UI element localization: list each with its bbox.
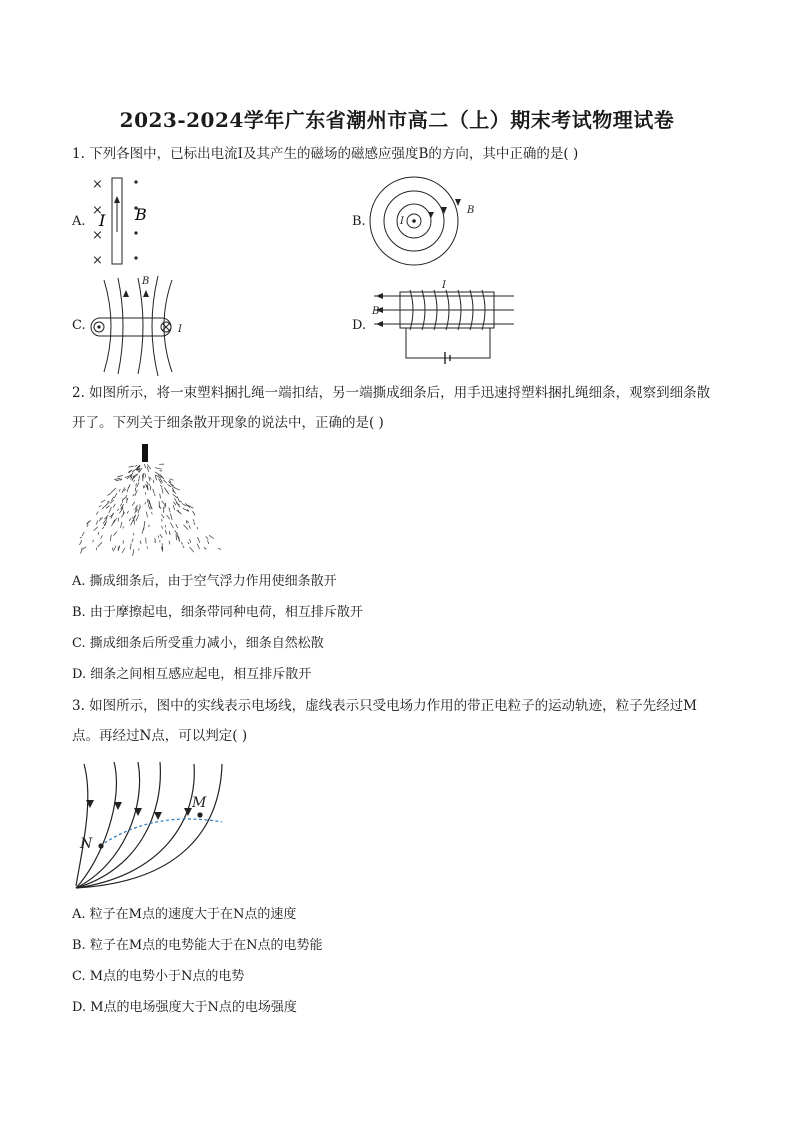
strand <box>138 507 140 513</box>
label-b: B <box>467 205 475 216</box>
strand <box>102 507 104 510</box>
strand <box>123 497 126 499</box>
strand <box>155 468 162 470</box>
strand <box>197 544 200 549</box>
label-i: I <box>178 324 182 335</box>
strand <box>194 522 195 525</box>
strand <box>119 489 120 491</box>
label-m: M <box>192 795 207 811</box>
q2-option-a: A. 撕成细条后，由于空气浮力作用使细条散开 <box>72 574 337 589</box>
q1-figure-b <box>368 176 488 270</box>
strand <box>218 548 221 550</box>
q1-option-a-label: A. <box>72 214 86 229</box>
q2-option-b: B. 由于摩擦起电，细条带同种电荷，相互排斥散开 <box>72 605 363 620</box>
strand <box>152 512 153 515</box>
strand <box>159 479 162 484</box>
strand <box>112 488 116 492</box>
strand <box>198 537 200 543</box>
strand <box>101 517 102 519</box>
strand <box>139 548 140 550</box>
strand <box>155 476 156 481</box>
strand <box>193 519 194 521</box>
dot-mark <box>134 256 137 259</box>
label-i: I <box>400 216 404 227</box>
label-b: B <box>142 276 150 287</box>
strand <box>184 525 189 530</box>
strand <box>107 494 110 496</box>
q3-option-c: C. M点的电势小于N点的电势 <box>72 969 245 984</box>
strand <box>160 534 163 538</box>
strand <box>125 475 131 477</box>
strand <box>190 539 191 543</box>
strand <box>176 524 178 528</box>
strand <box>155 538 156 541</box>
strand <box>133 494 135 496</box>
q1-option-b-label: B. <box>352 214 366 229</box>
arrow-head <box>428 212 434 218</box>
strand <box>136 517 138 521</box>
strand <box>113 504 115 508</box>
strand <box>147 467 149 472</box>
dot-mark <box>134 180 137 183</box>
strand <box>145 464 146 468</box>
strand <box>197 527 198 529</box>
question-2-stem: 2. 如图所示，将一束塑料捆扎绳一端扣结，另一端撕成细条后，用手迅速捋塑料捆扎绳细条，观察到细条散开了。下列关于细条散开现象的说法中，正确的是( ) <box>72 385 711 431</box>
strand <box>120 504 121 507</box>
strand <box>173 494 178 498</box>
strand <box>93 540 94 542</box>
circuit-wire <box>406 328 490 358</box>
strand <box>114 493 117 498</box>
strand <box>121 522 122 528</box>
point-n <box>98 843 103 848</box>
strand <box>181 542 183 544</box>
strand <box>132 470 134 472</box>
strand <box>112 520 115 526</box>
strand <box>129 518 131 521</box>
strand <box>147 512 148 518</box>
strand <box>155 472 160 475</box>
strand <box>83 547 87 550</box>
strand <box>98 542 102 547</box>
strand <box>149 477 150 482</box>
strand <box>123 526 124 528</box>
strand <box>160 471 162 472</box>
strand <box>114 478 120 479</box>
strand <box>81 548 83 554</box>
strand <box>110 500 114 503</box>
cross-mark: × <box>92 203 103 218</box>
strand <box>170 514 172 520</box>
strand <box>189 525 191 528</box>
q3-option-b: B. 粒子在M点的电势能大于在N点的电势能 <box>72 938 323 953</box>
strand <box>165 530 166 534</box>
strand <box>188 542 189 544</box>
strand <box>139 476 140 482</box>
electric-field-lines <box>76 762 222 888</box>
dot-mark <box>134 231 137 234</box>
strand <box>134 480 135 482</box>
strand <box>137 483 140 488</box>
cross-mark: × <box>92 228 103 243</box>
strand <box>80 537 82 538</box>
q1-figure-d <box>366 278 516 370</box>
coil-ring <box>91 318 171 336</box>
strand <box>153 480 154 483</box>
strand <box>122 499 123 503</box>
field-line <box>118 278 123 374</box>
trajectory <box>100 819 222 846</box>
strand <box>173 505 174 510</box>
strand <box>206 536 209 539</box>
strand <box>190 547 194 552</box>
strand <box>180 501 182 503</box>
strand <box>109 507 112 513</box>
strand <box>113 532 117 536</box>
field-line <box>138 278 143 374</box>
strand <box>134 519 135 525</box>
strand <box>136 483 137 486</box>
label-i: I <box>442 280 446 291</box>
strand <box>130 544 131 550</box>
point-m <box>197 812 202 817</box>
strand <box>164 488 167 493</box>
strand <box>130 470 132 471</box>
q1-option-d-label: D. <box>352 318 367 333</box>
strand <box>193 511 196 516</box>
q3-option-d: D. M点的电场强度大于N点的电场强度 <box>72 1000 297 1015</box>
strand <box>117 509 119 511</box>
strand <box>102 527 104 529</box>
question-3-stem: 3. 如图所示，图中的实线表示电场线，虚线表示只受电场力作用的带正电粒子的运动轨迹，粒子先经过M点。再经过N点，可以判定( ) <box>72 698 697 744</box>
strand <box>101 500 105 502</box>
strand <box>160 494 161 499</box>
strand <box>174 487 178 489</box>
strand <box>110 535 111 542</box>
strand <box>131 520 133 525</box>
cross-mark: × <box>92 253 103 268</box>
field-line <box>152 276 158 376</box>
strand <box>169 507 170 512</box>
label-n: N <box>80 836 93 852</box>
strand <box>132 539 133 543</box>
strand <box>149 484 151 489</box>
strand <box>174 498 177 503</box>
strand <box>135 465 137 466</box>
strand <box>154 494 155 496</box>
q3-figure-field <box>72 760 232 892</box>
strand <box>169 479 173 481</box>
strand <box>132 502 135 506</box>
strand <box>162 526 163 529</box>
strand <box>80 540 82 545</box>
strand <box>204 547 206 549</box>
strand <box>153 489 154 494</box>
strand <box>87 525 89 527</box>
strand <box>168 485 172 487</box>
strand <box>144 485 145 487</box>
strand <box>96 512 98 515</box>
strand <box>170 523 173 529</box>
question-1-stem: 1. 下列各图中，已标出电流I及其产生的磁场的磁感应强度B的方向，其中正确的是( ) <box>72 146 579 162</box>
strand <box>167 515 170 519</box>
strand <box>177 497 179 502</box>
strand <box>147 481 149 484</box>
strand <box>161 514 164 518</box>
strand <box>98 532 99 535</box>
q1-figure-c <box>86 272 196 376</box>
strand <box>208 540 209 544</box>
strand <box>126 495 127 498</box>
strand <box>148 505 150 510</box>
q1-option-c-label: C. <box>72 318 86 333</box>
strand <box>99 506 102 507</box>
knot <box>142 444 148 462</box>
strand <box>122 548 125 553</box>
label-b: B <box>135 205 147 224</box>
strand <box>183 546 184 548</box>
strand <box>124 489 125 491</box>
strand <box>118 518 119 522</box>
label-i: I <box>99 211 106 230</box>
strand <box>106 506 109 509</box>
page-title: 2023-2024学年广东省潮州市高二（上）期末考试物理试卷 <box>119 108 675 132</box>
q3-option-a: A. 粒子在M点的速度大于在N点的速度 <box>72 907 297 922</box>
q2-figure-strands <box>72 444 224 556</box>
strand <box>99 518 100 522</box>
strand <box>155 541 156 543</box>
strand <box>113 546 116 552</box>
strand <box>129 484 131 488</box>
strand <box>96 521 98 525</box>
arrow-head <box>455 199 461 206</box>
q1-figure-a <box>86 172 166 270</box>
strand <box>160 485 162 487</box>
strand <box>173 502 176 505</box>
strand <box>136 509 137 511</box>
field-line <box>104 280 111 372</box>
strand <box>145 473 146 477</box>
strand <box>101 535 103 538</box>
strand <box>162 487 163 493</box>
current-out-dot <box>412 219 416 223</box>
strand <box>140 541 141 545</box>
strand <box>90 520 91 522</box>
strand <box>145 502 146 504</box>
strand <box>144 521 145 528</box>
strand <box>94 527 98 531</box>
strand <box>162 501 166 505</box>
strand <box>150 477 152 479</box>
label-b: B <box>372 306 380 317</box>
strand <box>178 489 180 490</box>
q2-option-c: C. 撕成细条后所受重力减小，细条自然松散 <box>72 636 324 651</box>
strand <box>127 511 128 513</box>
strand <box>164 480 167 483</box>
strand <box>143 473 144 479</box>
strand <box>133 549 134 556</box>
strand <box>209 535 214 538</box>
strand <box>117 476 123 477</box>
strand <box>129 466 134 467</box>
strand <box>142 527 144 534</box>
strand <box>110 492 112 493</box>
cross-mark: × <box>92 177 103 192</box>
q2-option-d: D. 细条之间相互感应起电，相互排斥散开 <box>72 667 312 682</box>
strand <box>147 499 148 503</box>
strand <box>82 532 84 536</box>
strand <box>138 514 139 516</box>
